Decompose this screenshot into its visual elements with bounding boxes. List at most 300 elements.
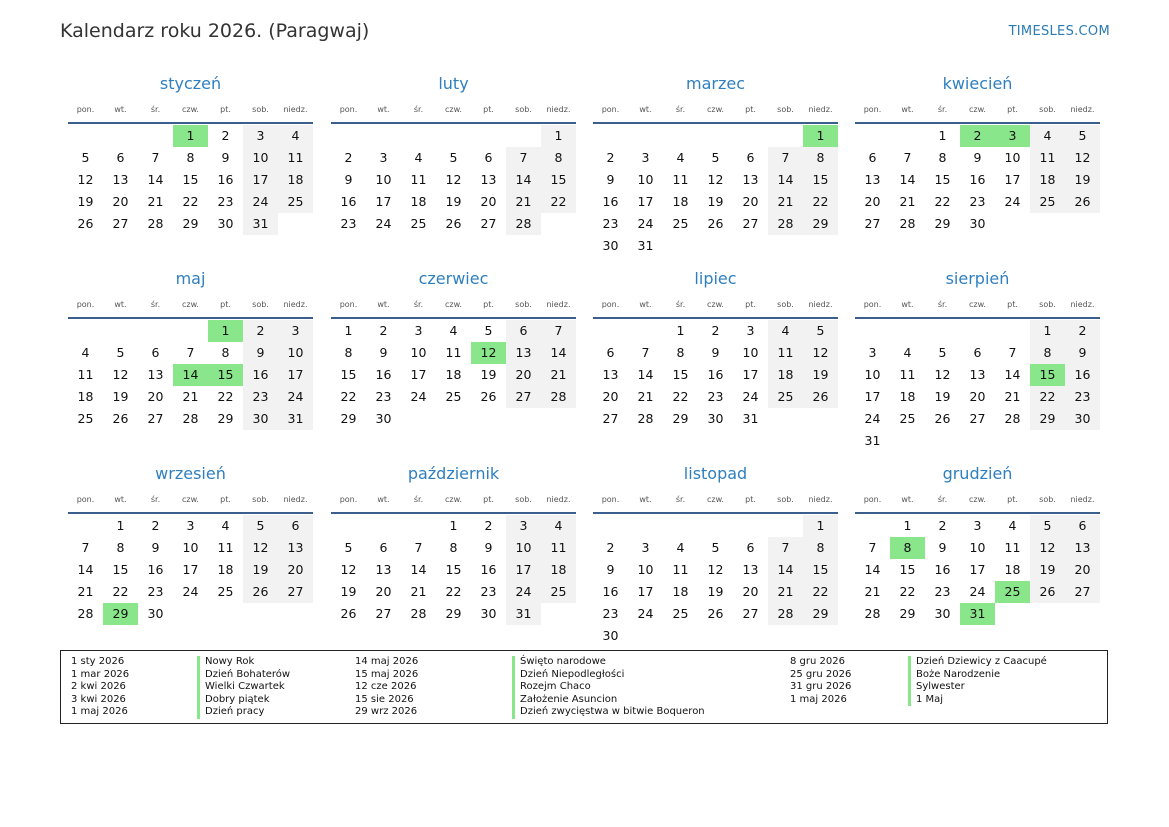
legend-holiday-date: 1 maj 2026 [71, 706, 128, 718]
day-cell: 1 [116, 518, 125, 533]
brand-link[interactable]: TIMESLES.COM [1008, 24, 1110, 39]
day-cell: 4 [449, 323, 458, 338]
day-cell: 2 [344, 150, 353, 165]
day-cell: 23 [147, 584, 164, 599]
day-cell: 30 [1065, 408, 1100, 430]
day-cell: 16 [602, 194, 619, 209]
legend-dates-col-2 [355, 656, 418, 719]
day-cell: 2 [606, 540, 615, 555]
day-cell: 9 [973, 150, 982, 165]
day-cell: 6 [278, 515, 313, 537]
day-cell: 30 [217, 216, 234, 231]
month-name: czerwiec [418, 269, 489, 288]
day-cell: 21 [768, 581, 803, 603]
day-cell: 27 [864, 216, 881, 231]
day-cell: 4 [278, 125, 313, 147]
day-cell: 1 [903, 518, 912, 533]
month-name: lipiec [694, 269, 737, 288]
day-cell: 5 [116, 345, 125, 360]
day-cell: 13 [602, 367, 619, 382]
day-cell: 31 [742, 411, 759, 426]
day-cell: 4 [221, 518, 230, 533]
weekday-label: sob. [252, 300, 269, 309]
day-cell: 20 [864, 194, 881, 209]
legend-holiday-date: 29 wrz 2026 [355, 706, 418, 718]
weekday-label: pt. [483, 300, 494, 309]
month-name: kwiecień [942, 74, 1013, 93]
weekday-label: czw. [445, 300, 462, 309]
day-cell: 17 [637, 194, 654, 209]
day-cell: 31 [278, 408, 313, 430]
day-cell: 18 [899, 389, 916, 404]
month-12 [855, 465, 1100, 655]
holiday-day-cell: 1 [208, 320, 243, 342]
day-cell: 22 [899, 584, 916, 599]
weekday-label: wt. [377, 495, 390, 504]
day-cell: 10 [375, 172, 392, 187]
day-cell: 6 [506, 320, 541, 342]
weekday-label: sob. [515, 300, 532, 309]
day-cell: 7 [81, 540, 90, 555]
month-name: sierpień [945, 269, 1010, 288]
day-cell: 7 [541, 320, 576, 342]
day-cell: 14 [637, 367, 654, 382]
day-cell: 7 [506, 147, 541, 169]
day-cell: 12 [1030, 537, 1065, 559]
day-cell: 13 [969, 367, 986, 382]
day-cell: 16 [243, 364, 278, 386]
weekday-label: śr. [413, 495, 424, 504]
day-cell: 31 [637, 238, 654, 253]
day-cell: 15 [934, 172, 951, 187]
day-cell: 15 [445, 562, 462, 577]
day-cell: 19 [707, 584, 724, 599]
weekday-label: śr. [675, 495, 686, 504]
day-cell: 27 [278, 581, 313, 603]
legend-holiday-name: Dzień Bohaterów [197, 669, 290, 682]
day-cell: 28 [768, 603, 803, 625]
day-cell: 22 [803, 581, 838, 603]
day-cell: 22 [217, 389, 234, 404]
day-cell: 21 [541, 364, 576, 386]
day-cell: 4 [1008, 518, 1017, 533]
weekday-label: czw. [969, 300, 986, 309]
day-cell: 20 [480, 194, 497, 209]
month-name: grudzień [942, 464, 1013, 483]
day-cell: 28 [637, 411, 654, 426]
day-cell: 9 [344, 172, 353, 187]
weekday-label: pt. [745, 300, 756, 309]
day-cell: 26 [707, 606, 724, 621]
day-cell: 1 [803, 515, 838, 537]
weekday-label: niedz. [808, 105, 833, 114]
day-cell: 22 [541, 191, 576, 213]
day-cell: 14 [864, 562, 881, 577]
weekday-header [855, 105, 1100, 117]
day-cell: 27 [375, 606, 392, 621]
day-cell: 3 [506, 515, 541, 537]
day-cell: 3 [746, 323, 755, 338]
day-cell: 6 [1065, 515, 1100, 537]
day-cell: 4 [676, 150, 685, 165]
month-name: listopad [683, 464, 748, 483]
day-cell: 20 [147, 389, 164, 404]
weekday-header [331, 105, 576, 117]
month-divider [593, 317, 838, 319]
day-cell: 3 [641, 150, 650, 165]
month-divider [68, 512, 313, 514]
day-cell: 30 [243, 408, 278, 430]
day-cell: 16 [480, 562, 497, 577]
day-cell: 3 [278, 320, 313, 342]
day-cell: 3 [243, 125, 278, 147]
day-cell: 29 [182, 216, 199, 231]
weekday-label: sob. [1039, 495, 1056, 504]
day-cell: 18 [672, 584, 689, 599]
day-cell: 14 [77, 562, 94, 577]
weekday-label: czw. [182, 105, 199, 114]
weekday-label: pt. [483, 495, 494, 504]
weekday-label: pon. [76, 495, 95, 504]
weekday-label: pon. [601, 300, 620, 309]
legend-holiday-name: Rozejm Chaco [512, 681, 705, 694]
day-cell: 20 [742, 584, 759, 599]
day-cell: 17 [742, 367, 759, 382]
day-cell: 28 [182, 411, 199, 426]
day-cell: 10 [1004, 150, 1021, 165]
month-11 [593, 465, 838, 655]
month-divider [68, 122, 313, 124]
holiday-legend [60, 650, 1108, 724]
holiday-day-cell: 12 [471, 342, 506, 364]
day-cell: 14 [768, 559, 803, 581]
weekday-header [68, 495, 313, 507]
day-cell: 8 [938, 150, 947, 165]
holiday-day-cell: 2 [960, 125, 995, 147]
day-cell: 13 [1065, 537, 1100, 559]
month-divider [855, 122, 1100, 124]
month-divider [593, 512, 838, 514]
day-cell: 5 [344, 540, 353, 555]
day-cell: 21 [864, 584, 881, 599]
legend-holiday-name: Boże Narodzenie [908, 669, 1047, 682]
day-cell: 6 [379, 540, 388, 555]
day-cell: 29 [934, 216, 951, 231]
month-name: luty [438, 74, 469, 93]
day-cell: 13 [506, 342, 541, 364]
day-cell: 9 [221, 150, 230, 165]
weekday-label: wt. [377, 300, 390, 309]
day-cell: 26 [77, 216, 94, 231]
day-cell: 9 [606, 172, 615, 187]
day-cell: 11 [1004, 540, 1021, 555]
day-cell: 15 [182, 172, 199, 187]
day-cell: 24 [243, 191, 278, 213]
weekday-label: śr. [413, 300, 424, 309]
weekday-label: sob. [777, 105, 794, 114]
month-2 [331, 75, 576, 265]
day-cell: 25 [768, 386, 803, 408]
month-10 [331, 465, 576, 655]
legend-holiday-name: Nowy Rok [197, 656, 290, 669]
day-cell: 23 [707, 389, 724, 404]
day-cell: 12 [707, 562, 724, 577]
day-cell: 2 [243, 320, 278, 342]
day-cell: 19 [934, 389, 951, 404]
day-cell: 21 [182, 389, 199, 404]
day-cell: 30 [602, 238, 619, 253]
weekday-label: wt. [639, 300, 652, 309]
day-cell: 10 [637, 562, 654, 577]
holiday-day-cell: 29 [103, 603, 138, 625]
weekday-label: sob. [252, 105, 269, 114]
day-cell: 8 [676, 345, 685, 360]
day-cell: 31 [864, 433, 881, 448]
day-cell: 16 [147, 562, 164, 577]
day-cell: 25 [445, 389, 462, 404]
day-cell: 20 [602, 389, 619, 404]
weekday-header [331, 300, 576, 312]
day-cell: 8 [803, 537, 838, 559]
weekday-label: niedz. [546, 105, 571, 114]
weekday-label: śr. [937, 300, 948, 309]
day-cell: 23 [934, 584, 951, 599]
day-cell: 14 [410, 562, 427, 577]
day-cell: 11 [410, 172, 427, 187]
day-cell: 6 [973, 345, 982, 360]
holiday-day-cell: 31 [960, 603, 995, 625]
weekday-label: pt. [220, 495, 231, 504]
day-cell: 12 [445, 172, 462, 187]
day-cell: 27 [112, 216, 129, 231]
day-cell: 17 [278, 364, 313, 386]
day-cell: 9 [243, 342, 278, 364]
weekday-label: czw. [707, 495, 724, 504]
day-cell: 22 [672, 389, 689, 404]
day-cell: 27 [1065, 581, 1100, 603]
day-cell: 25 [541, 581, 576, 603]
day-cell: 25 [410, 216, 427, 231]
day-cell: 21 [410, 584, 427, 599]
weekday-label: niedz. [808, 300, 833, 309]
day-cell: 13 [112, 172, 129, 187]
day-cell: 23 [602, 216, 619, 231]
month-name: październik [407, 464, 500, 483]
day-cell: 16 [969, 172, 986, 187]
day-cell: 12 [707, 172, 724, 187]
weekday-label: pt. [483, 105, 494, 114]
day-cell: 6 [868, 150, 877, 165]
day-cell: 28 [864, 606, 881, 621]
day-cell: 11 [445, 345, 462, 360]
day-cell: 14 [899, 172, 916, 187]
day-cell: 9 [484, 540, 493, 555]
day-cell: 17 [375, 194, 392, 209]
legend-names-col-3 [916, 656, 1047, 706]
legend-holiday-name: Dzień pracy [197, 706, 290, 719]
day-cell: 16 [217, 172, 234, 187]
day-cell: 26 [707, 216, 724, 231]
weekday-label: sob. [515, 105, 532, 114]
day-cell: 8 [541, 147, 576, 169]
day-cell: 30 [969, 216, 986, 231]
weekday-label: pon. [863, 495, 882, 504]
day-cell: 30 [147, 606, 164, 621]
day-cell: 15 [340, 367, 357, 382]
day-cell: 10 [182, 540, 199, 555]
day-cell: 18 [445, 367, 462, 382]
weekday-label: niedz. [283, 300, 308, 309]
month-8 [855, 270, 1100, 460]
month-5 [68, 270, 313, 460]
day-cell: 9 [606, 562, 615, 577]
day-cell: 1 [1030, 320, 1065, 342]
day-cell: 17 [182, 562, 199, 577]
day-cell: 12 [112, 367, 129, 382]
day-cell: 23 [480, 584, 497, 599]
day-cell: 14 [541, 342, 576, 364]
day-cell: 25 [217, 584, 234, 599]
day-cell: 23 [243, 386, 278, 408]
day-cell: 25 [77, 411, 94, 426]
holiday-day-cell: 3 [995, 125, 1030, 147]
day-cell: 11 [899, 367, 916, 382]
day-cell: 17 [243, 169, 278, 191]
day-cell: 20 [969, 389, 986, 404]
day-cell: 12 [340, 562, 357, 577]
page-title: Kalendarz roku 2026. (Paragwaj) [60, 20, 370, 42]
day-cell: 22 [340, 389, 357, 404]
day-cell: 10 [243, 147, 278, 169]
weekday-label: czw. [445, 495, 462, 504]
day-cell: 30 [934, 606, 951, 621]
weekday-label: pon. [339, 300, 358, 309]
day-cell: 22 [934, 194, 951, 209]
day-cell: 17 [410, 367, 427, 382]
day-cell: 18 [1004, 562, 1021, 577]
weekday-label: śr. [150, 105, 161, 114]
month-name: wrzesień [155, 464, 226, 483]
month-4 [855, 75, 1100, 265]
day-cell: 30 [602, 628, 619, 643]
day-cell: 23 [375, 389, 392, 404]
day-cell: 7 [414, 540, 423, 555]
day-cell: 12 [803, 342, 838, 364]
day-cell: 25 [672, 606, 689, 621]
day-cell: 8 [221, 345, 230, 360]
day-cell: 20 [278, 559, 313, 581]
legend-holiday-name: 1 Maj [908, 694, 1047, 707]
day-cell: 19 [1030, 559, 1065, 581]
day-cell: 13 [742, 172, 759, 187]
day-cell: 18 [217, 562, 234, 577]
day-cell: 4 [676, 540, 685, 555]
day-cell: 7 [903, 150, 912, 165]
weekday-label: czw. [445, 105, 462, 114]
weekday-label: niedz. [283, 495, 308, 504]
day-cell: 29 [803, 213, 838, 235]
day-cell: 28 [1004, 411, 1021, 426]
day-cell: 4 [414, 150, 423, 165]
day-cell: 19 [243, 559, 278, 581]
day-cell: 7 [768, 147, 803, 169]
day-cell: 19 [803, 364, 838, 386]
weekday-header [331, 495, 576, 507]
day-cell: 21 [768, 191, 803, 213]
weekday-label: pon. [76, 300, 95, 309]
day-cell: 11 [672, 172, 689, 187]
day-cell: 18 [672, 194, 689, 209]
weekday-label: śr. [675, 300, 686, 309]
day-cell: 21 [637, 389, 654, 404]
weekday-label: czw. [707, 300, 724, 309]
day-cell: 3 [414, 323, 423, 338]
legend-holiday-date: 1 mar 2026 [71, 668, 130, 680]
legend-holiday-date: 15 sie 2026 [355, 693, 414, 705]
weekday-label: śr. [937, 105, 948, 114]
weekday-label: wt. [377, 105, 390, 114]
day-cell: 13 [742, 562, 759, 577]
day-cell: 20 [742, 194, 759, 209]
holiday-day-cell: 15 [1030, 364, 1065, 386]
holiday-day-cell: 1 [173, 125, 208, 147]
month-divider [68, 317, 313, 319]
day-cell: 14 [1004, 367, 1021, 382]
day-cell: 24 [864, 411, 881, 426]
day-cell: 29 [445, 606, 462, 621]
day-cell: 5 [449, 150, 458, 165]
weekday-label: śr. [150, 300, 161, 309]
day-cell: 5 [1030, 515, 1065, 537]
weekday-label: śr. [150, 495, 161, 504]
day-cell: 12 [934, 367, 951, 382]
day-cell: 26 [1065, 191, 1100, 213]
day-cell: 9 [711, 345, 720, 360]
day-cell: 24 [375, 216, 392, 231]
day-cell: 8 [186, 150, 195, 165]
day-cell: 26 [480, 389, 497, 404]
day-cell: 15 [803, 559, 838, 581]
legend-holiday-date: 2 kwi 2026 [71, 681, 126, 693]
day-cell: 16 [340, 194, 357, 209]
day-cell: 3 [186, 518, 195, 533]
legend-holiday-name: Sylwester [908, 681, 1047, 694]
day-cell: 22 [182, 194, 199, 209]
weekday-label: sob. [1039, 300, 1056, 309]
day-cell: 13 [864, 172, 881, 187]
day-cell: 6 [746, 540, 755, 555]
day-cell: 20 [506, 364, 541, 386]
day-cell: 12 [1065, 147, 1100, 169]
month-name: maj [175, 269, 206, 288]
day-cell: 28 [768, 213, 803, 235]
day-cell: 11 [77, 367, 94, 382]
weekday-header [593, 105, 838, 117]
day-cell: 26 [803, 386, 838, 408]
day-cell: 14 [768, 169, 803, 191]
weekday-label: pt. [1007, 105, 1018, 114]
legend-dates-col-3 [790, 656, 851, 706]
day-cell: 16 [934, 562, 951, 577]
day-cell: 6 [746, 150, 755, 165]
day-cell: 5 [81, 150, 90, 165]
day-cell: 28 [506, 213, 541, 235]
day-cell: 2 [938, 518, 947, 533]
day-cell: 5 [484, 323, 493, 338]
day-cell: 29 [899, 606, 916, 621]
day-cell: 11 [278, 147, 313, 169]
day-cell: 29 [340, 411, 357, 426]
